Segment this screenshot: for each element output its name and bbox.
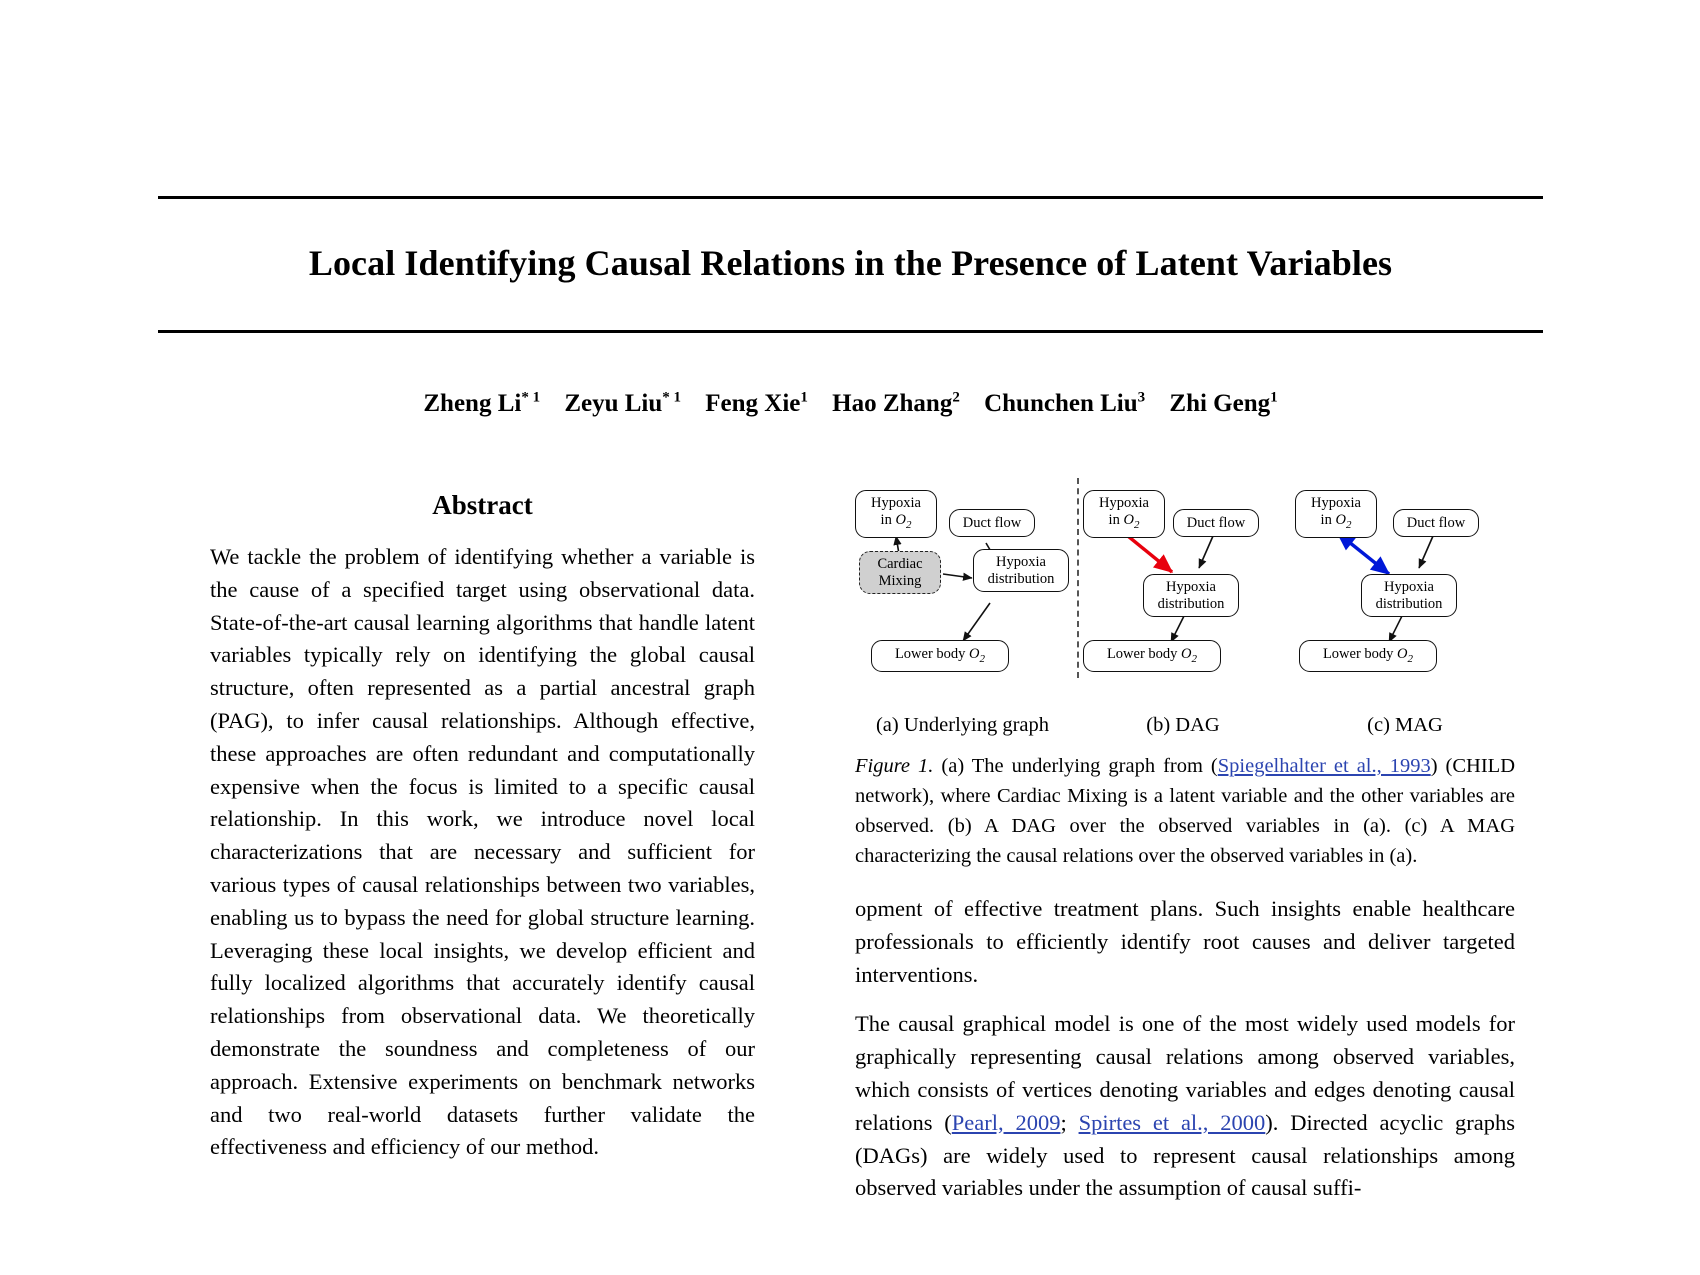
author-marks: 2: [952, 390, 960, 406]
figure-caption-part1: (a) The underlying graph from (: [933, 755, 1218, 777]
author-marks: 1: [800, 390, 808, 406]
author-name: Zhi Geng: [1169, 390, 1271, 418]
figure-caption-label: Figure 1.: [855, 755, 934, 777]
node-duct-flow: Duct flow: [949, 509, 1035, 537]
right-paragraph-2: [855, 1008, 1515, 1205]
panel-b-caption: (b) DAG: [1146, 714, 1220, 736]
panel-c-caption: (c) MAG: [1367, 714, 1443, 736]
node-duct-flow: Duct flow: [1173, 509, 1259, 537]
node-duct-flow: Duct flow: [1393, 509, 1479, 537]
page-title: Local Identifying Causal Relations in the Presence of Latent Variables: [308, 243, 1393, 283]
figure-caption-part2: ) (CHILD network), where Cardiac Mixing is a latent variable and the other variables are observed. (b) A DAG over the observed variables in (a). (c) A MAG characterizing the causal relations over the observed variables in (a).: [855, 755, 1516, 867]
figure-caption: [855, 751, 1515, 871]
node-hypoxia-distribution: Hypoxia distribution: [1361, 574, 1457, 617]
node-hypoxia-o2: Hypoxia in $O_2$: [1083, 490, 1165, 538]
author-name: Zheng Li: [423, 390, 522, 418]
author-entry: [832, 390, 960, 417]
node-cardiac-mixing: Cardiac Mixing: [859, 551, 941, 594]
citation-pearl[interactable]: Pearl, 2009: [951, 1109, 1061, 1135]
figure-panel-c: [1295, 470, 1515, 736]
node-lower-body-o2: Lower body $O_2$: [871, 640, 1009, 672]
abstract-text: We tackle the problem of identifying whether a variable is the cause of a specified target using observational data. State-of-the-art causal learning algorithms that handle latent variables typically rely on identifying the global causal structure, often represented as a partial ancestral graph (PAG), to infer causal relationships. Although effective, these approaches are often redundant and computationally expensive when the focus is limited to a specific causal relationship. In this work, we introduce novel local characterizations that are necessary and sufficient for various types of causal relationships between two variables, enabling us to bypass the need for global structure learning. Leveraging these local insights, we develop efficient and fully localized algorithms that accurately identify causal relationships from observational data. We theoretically demonstrate the soundness and completeness of our approach. Extensive experiments on benchmark networks and two real-world datasets further validate the effectiveness and efficiency of our method.: [210, 544, 755, 1160]
abstract-heading: Abstract: [432, 490, 533, 520]
figure-divider: [1077, 478, 1079, 678]
author-entry: [984, 390, 1145, 417]
author-marks: * 1: [662, 390, 682, 406]
title-rule-bottom: [158, 330, 1543, 333]
node-hypoxia-o2: Hypoxia in $O_2$: [855, 490, 937, 538]
right-paragraph-2-part-c: ). Directed acyclic graphs (DAGs) are widely used to represent causal relationships among observed variables under the assumption of causal suffi-: [855, 1109, 1515, 1201]
right-paragraph-2-part-a: The causal graphical model is one of the most widely used models for graphically representing causal relations among observed variables, which consists of vertices denoting variables and edges denoting causal relations (: [855, 1011, 1515, 1135]
node-hypoxia-distribution: Hypoxia distribution: [973, 549, 1069, 592]
author-entry: [564, 390, 681, 417]
author-marks: 1: [1270, 390, 1278, 406]
author-name: Feng Xie: [705, 390, 801, 418]
author-marks: * 1: [521, 390, 541, 406]
author-list: [158, 390, 1543, 418]
citation-spiegelhalter[interactable]: Spiegelhalter et al., 1993: [1217, 755, 1431, 777]
node-lower-body-o2: Lower body $O_2$: [1299, 640, 1437, 672]
author-name: Chunchen Liu: [984, 390, 1138, 418]
citation-spirtes[interactable]: Spirtes et al., 2000: [1078, 1109, 1266, 1135]
author-marks: 3: [1137, 390, 1146, 406]
right-paragraph-2-sep: ;: [1060, 1109, 1079, 1135]
node-hypoxia-distribution: Hypoxia distribution: [1143, 574, 1239, 617]
author-entry: [423, 390, 540, 417]
author-entry: [705, 390, 808, 417]
author-entry: [1169, 390, 1277, 417]
figure-panel-b: [1083, 470, 1283, 736]
node-lower-body-o2: Lower body $O_2$: [1083, 640, 1221, 672]
left-column: [210, 490, 755, 1164]
title-rule-top: [158, 196, 1543, 199]
right-paragraph-1: opment of effective treatment plans. Such insights enable healthcare professionals to efficiently identify root causes and deliver targeted interventions.: [855, 896, 1515, 987]
figure-1: [855, 470, 1515, 735]
node-hypoxia-o2: Hypoxia in $O_2$: [1295, 490, 1377, 538]
author-name: Hao Zhang: [832, 390, 953, 418]
figure-panel-a: [855, 470, 1070, 736]
right-column: [855, 470, 1515, 1205]
panel-a-caption: (a) Underlying graph: [875, 714, 1050, 736]
author-name: Zeyu Liu: [564, 390, 663, 418]
